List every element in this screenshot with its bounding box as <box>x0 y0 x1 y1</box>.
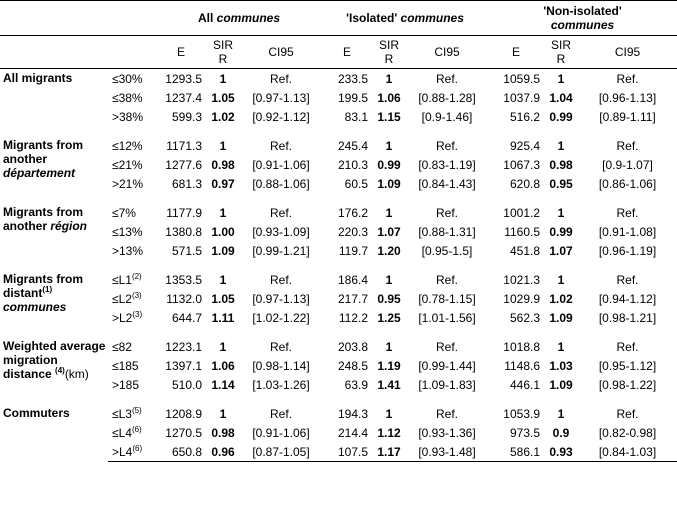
sir-value: 0.98 <box>549 157 573 172</box>
sir-value: 0.95 <box>549 176 573 191</box>
ci95-value: [0.84-1.03] <box>578 442 677 462</box>
e-value: 1177.9 <box>166 205 202 220</box>
label-footnote: (4) <box>55 366 65 375</box>
ci95-value: [0.98-1.14] <box>252 358 310 373</box>
sir-value: 0.9 <box>552 425 570 440</box>
threshold <box>108 69 156 89</box>
sir-value: 1.14 <box>211 377 235 392</box>
e-value: 1001.2 <box>503 205 540 220</box>
e-value: 1018.8 <box>503 339 540 354</box>
sir-value: 0.96 <box>206 442 240 462</box>
e-value: 644.7 <box>171 310 202 325</box>
ci95-value: Ref. <box>616 406 639 421</box>
header-row-columns <box>0 36 677 69</box>
col-header-sir: SIR R <box>544 36 578 69</box>
header-group-all: All communes <box>156 1 322 36</box>
sir-value: 1 <box>557 272 565 287</box>
ci95-value: [1.02-1.22] <box>252 310 310 325</box>
sir-value: 0.99 <box>549 224 573 239</box>
ci95-value: Ref. <box>269 205 292 220</box>
threshold <box>108 203 156 222</box>
col-header-e: E <box>156 36 206 69</box>
table-row <box>0 404 677 423</box>
row-group-label <box>0 69 108 127</box>
threshold <box>108 174 156 193</box>
e-value: 1397.1 <box>165 358 202 373</box>
sir-value: 1.02 <box>211 109 235 124</box>
col-header-ci95: CI95 <box>578 36 677 69</box>
col-header-sir: SIR R <box>372 36 406 69</box>
ci95-value: [0.89-1.11] <box>599 109 656 124</box>
sir-value: 1 <box>385 272 393 287</box>
sir-value: 1.03 <box>549 358 573 373</box>
e-value: 650.8 <box>156 442 206 462</box>
table-row <box>0 337 677 356</box>
table-row <box>0 270 677 289</box>
sir-value: 0.99 <box>549 109 573 124</box>
ci95-value: Ref. <box>435 339 458 354</box>
sir-value: 1 <box>385 406 393 421</box>
sir-value: 1.04 <box>549 90 573 105</box>
ci95-value: [0.96-1.19] <box>598 243 657 258</box>
threshold-footnote: (6) <box>131 424 142 434</box>
e-value: 1148.6 <box>504 358 540 373</box>
e-value: 1037.9 <box>503 90 540 105</box>
label-part: All migrants <box>3 71 73 85</box>
e-value: 446.1 <box>509 377 540 392</box>
threshold-text: ≤L4 <box>112 425 132 440</box>
ci95-value: [0.83-1.19] <box>418 157 476 172</box>
threshold <box>108 404 156 423</box>
sir-value: 1 <box>557 71 565 86</box>
e-value: 1160.5 <box>504 224 540 239</box>
threshold-footnote: (3) <box>131 290 142 300</box>
threshold <box>108 155 156 174</box>
label-part: (km) <box>64 367 89 381</box>
threshold-text: >38% <box>112 109 144 124</box>
ci95-value: [0.88-1.06] <box>252 176 310 191</box>
label-part: Weighted average migration distance <box>3 339 106 381</box>
threshold-footnote: (5) <box>131 405 142 415</box>
e-value: 1237.4 <box>165 90 202 105</box>
threshold-text: ≤21% <box>112 157 143 172</box>
sir-value: 1.12 <box>377 425 401 440</box>
threshold <box>108 442 156 462</box>
header-group-isolated: 'Isolated' communes <box>322 1 488 36</box>
label-part: communes <box>3 300 67 314</box>
e-value: 1380.8 <box>165 224 202 239</box>
threshold-text: ≤38% <box>112 90 143 105</box>
sir-value: 1 <box>219 406 227 421</box>
sir-value: 0.95 <box>377 291 401 306</box>
e-value: 1053.9 <box>503 406 540 421</box>
threshold <box>108 308 156 327</box>
ci95-value: [0.92-1.12] <box>252 109 310 124</box>
ci95-value: Ref. <box>616 205 639 220</box>
e-value: 1208.9 <box>165 406 202 421</box>
threshold <box>108 289 156 308</box>
sir-value: 1.06 <box>377 90 401 105</box>
threshold-footnote: (3) <box>132 309 143 319</box>
sir-value: 1.25 <box>377 310 401 325</box>
group-spacer <box>0 327 677 337</box>
ci95-value: Ref. <box>435 406 458 421</box>
ci95-value: Ref. <box>616 71 639 86</box>
ci95-value: [0.88-1.28] <box>418 90 476 105</box>
ci95-value: [0.99-1.21] <box>252 243 310 258</box>
ci95-value: [0.9-1.07] <box>602 157 653 172</box>
ci95-value: [0.78-1.15] <box>418 291 476 306</box>
label-part: Commuters <box>3 406 70 420</box>
label-part: région <box>50 219 88 233</box>
sir-value: 1 <box>557 339 565 354</box>
ci95-value: [0.84-1.43] <box>418 176 476 191</box>
sir-value: 1 <box>557 406 565 421</box>
e-value: 1223.1 <box>165 339 202 354</box>
ci95-value: [0.95-1.5] <box>421 243 473 258</box>
col-header-sir: SIR R <box>206 36 240 69</box>
threshold-footnote: (6) <box>132 443 143 453</box>
e-value: 186.4 <box>337 272 368 287</box>
e-value: 1353.5 <box>165 272 202 287</box>
ci95-value: Ref. <box>269 138 292 153</box>
sir-value: 1.17 <box>372 442 406 462</box>
ci95-value: [0.91-1.06] <box>252 425 310 440</box>
e-value: 1277.6 <box>165 157 202 172</box>
ci95-value: [0.9-1.46] <box>421 109 473 124</box>
threshold <box>108 107 156 126</box>
label-part: Migrants from another <box>3 138 84 166</box>
header-group-non-isolated: 'Non-isolated' communes <box>488 1 677 36</box>
e-value: 1067.3 <box>503 157 540 172</box>
threshold <box>108 88 156 107</box>
threshold-text: ≤L3 <box>112 406 132 421</box>
threshold-text: ≤L2 <box>112 291 132 306</box>
group-spacer <box>0 394 677 404</box>
sir-value: 0.98 <box>211 157 235 172</box>
e-value: 562.3 <box>509 310 540 325</box>
e-value: 1293.5 <box>165 71 202 86</box>
label-part: département <box>3 166 76 180</box>
ci95-value: Ref. <box>616 272 639 287</box>
sir-value: 1.11 <box>211 310 235 325</box>
e-value: 1132.0 <box>166 291 202 306</box>
sir-value: 1.05 <box>211 90 235 105</box>
threshold-text: >L2 <box>112 310 133 325</box>
sir-value: 1.02 <box>549 291 573 306</box>
threshold <box>108 136 156 155</box>
e-value: 217.7 <box>337 291 368 306</box>
sir-value: 1 <box>385 71 393 86</box>
threshold-text: ≤L1 <box>112 272 132 287</box>
sir-value: 1.19 <box>377 358 401 373</box>
ci95-value: [0.87-1.05] <box>240 442 322 462</box>
label-part: Migrants from distant <box>3 272 84 300</box>
ci95-value: Ref. <box>269 272 292 287</box>
threshold <box>108 270 156 289</box>
ci95-value: [0.98-1.22] <box>598 377 657 392</box>
sir-value: 1 <box>385 138 393 153</box>
sir-value: 1 <box>219 205 227 220</box>
table-row <box>0 136 677 155</box>
sir-value: 0.93 <box>544 442 578 462</box>
threshold-text: ≤13% <box>112 224 143 239</box>
sir-value: 1 <box>219 272 227 287</box>
ci95-value: Ref. <box>616 339 639 354</box>
threshold-text: ≤30% <box>112 71 143 86</box>
e-value: 510.0 <box>171 377 202 392</box>
e-value: 925.4 <box>509 138 540 153</box>
threshold <box>108 241 156 260</box>
threshold-text: >L4 <box>112 444 133 459</box>
threshold-text: ≤7% <box>112 205 136 220</box>
e-value: 63.9 <box>344 377 368 392</box>
threshold-text: ≤82 <box>112 339 132 354</box>
ci95-value: [0.93-1.48] <box>406 442 488 462</box>
ci95-value: [0.96-1.13] <box>598 90 657 105</box>
ci95-value: [0.97-1.13] <box>252 90 310 105</box>
threshold-text: >13% <box>112 243 144 258</box>
sir-value: 0.98 <box>211 425 235 440</box>
sir-value: 1.09 <box>549 310 573 325</box>
group-spacer <box>0 260 677 270</box>
ci95-value: Ref. <box>616 138 639 153</box>
e-value: 112.2 <box>338 310 368 325</box>
ci95-value: [0.86-1.06] <box>598 176 657 191</box>
sir-value: 1 <box>557 205 565 220</box>
sir-value: 1.41 <box>377 377 401 392</box>
ci95-value: Ref. <box>435 272 458 287</box>
group-spacer <box>0 126 677 136</box>
ci95-value: [0.88-1.31] <box>418 224 476 239</box>
sir-value: 1.09 <box>377 176 401 191</box>
threshold-text: ≤185 <box>112 358 139 373</box>
e-value: 571.5 <box>171 243 202 258</box>
e-value: 681.3 <box>171 176 202 191</box>
col-header-ci95: CI95 <box>406 36 488 69</box>
table-row <box>0 69 677 89</box>
e-value: 1021.3 <box>503 272 540 287</box>
e-value: 1171.3 <box>166 138 202 153</box>
ci95-value: [1.09-1.83] <box>418 377 476 392</box>
ci95-value: Ref. <box>269 406 292 421</box>
e-value: 214.4 <box>337 425 368 440</box>
e-value: 1270.5 <box>165 425 202 440</box>
ci95-value: Ref. <box>435 71 458 86</box>
e-value: 620.8 <box>509 176 540 191</box>
e-value: 210.3 <box>337 157 368 172</box>
threshold-text: >21% <box>112 176 144 191</box>
table-row <box>0 203 677 222</box>
ci95-value: [0.93-1.09] <box>252 224 310 239</box>
ci95-value: [0.91-1.06] <box>252 157 310 172</box>
e-value: 60.5 <box>344 176 368 191</box>
e-value: 176.2 <box>337 205 368 220</box>
table-body <box>0 1 677 462</box>
ci95-value: Ref. <box>435 205 458 220</box>
sir-value: 1 <box>385 205 393 220</box>
row-group-label <box>0 337 108 394</box>
e-value: 1059.5 <box>503 71 540 86</box>
col-header-ci95: CI95 <box>240 36 322 69</box>
sir-value: 0.97 <box>211 176 235 191</box>
e-value: 107.5 <box>322 442 372 462</box>
ci95-value: [0.82-0.98] <box>598 425 657 440</box>
ci95-value: [0.99-1.44] <box>418 358 476 373</box>
group-spacer <box>0 193 677 203</box>
label-footnote: (1) <box>42 285 53 294</box>
threshold-footnote: (2) <box>131 271 142 281</box>
ci95-value: [0.98-1.21] <box>598 310 657 325</box>
e-value: 199.5 <box>337 90 368 105</box>
ci95-value: [0.95-1.12] <box>598 358 657 373</box>
sir-value: 1.15 <box>377 109 401 124</box>
e-value: 516.2 <box>509 109 540 124</box>
e-value: 233.5 <box>337 71 368 86</box>
e-value: 83.1 <box>344 109 368 124</box>
sir-value: 1.05 <box>211 291 235 306</box>
sir-value: 0.99 <box>377 157 401 172</box>
sir-value: 1.00 <box>211 224 235 239</box>
ci95-value: Ref. <box>269 71 292 86</box>
ci95-value: [0.93-1.36] <box>418 425 476 440</box>
e-value: 203.8 <box>337 339 368 354</box>
threshold-text: >185 <box>112 377 140 392</box>
sir-value: 1.09 <box>549 377 573 392</box>
threshold-text: ≤12% <box>112 138 143 153</box>
e-value: 586.1 <box>488 442 544 462</box>
sir-value: 1 <box>557 138 565 153</box>
sir-value: 1 <box>385 339 393 354</box>
row-group-label <box>0 203 108 260</box>
sir-value: 1.09 <box>211 243 235 258</box>
sir-value: 1 <box>219 339 227 354</box>
e-value: 194.3 <box>337 406 368 421</box>
sir-value: 1.06 <box>211 358 235 373</box>
e-value: 245.4 <box>337 138 368 153</box>
ci95-value: Ref. <box>435 138 458 153</box>
threshold <box>108 375 156 394</box>
ci95-value: Ref. <box>269 339 292 354</box>
threshold <box>108 337 156 356</box>
sir-value: 1 <box>219 138 227 153</box>
e-value: 451.8 <box>509 243 540 258</box>
e-value: 599.3 <box>171 109 202 124</box>
ci95-value: [0.94-1.12] <box>598 291 657 306</box>
e-value: 248.5 <box>337 358 368 373</box>
e-value: 220.3 <box>337 224 368 239</box>
col-header-e: E <box>488 36 544 69</box>
label-part: Migrants from another <box>3 205 84 233</box>
e-value: 973.5 <box>509 425 540 440</box>
row-group-label <box>0 404 108 462</box>
row-group-label <box>0 270 108 327</box>
row-group-label <box>0 136 108 193</box>
sir-value: 1.20 <box>377 243 401 258</box>
e-value: 119.7 <box>338 243 368 258</box>
ci95-value: [0.97-1.13] <box>252 291 310 306</box>
threshold <box>108 356 156 375</box>
sir-value: 1 <box>219 71 227 86</box>
ci95-value: [1.01-1.56] <box>418 310 476 325</box>
e-value: 1029.9 <box>503 291 540 306</box>
ci95-value: [0.91-1.08] <box>598 224 657 239</box>
header-row-groups <box>0 1 677 36</box>
sir-value: 1.07 <box>377 224 401 239</box>
threshold <box>108 423 156 442</box>
col-header-e: E <box>322 36 372 69</box>
threshold <box>108 222 156 241</box>
ci95-value: [1.03-1.26] <box>252 377 310 392</box>
sir-value: 1.07 <box>549 243 573 258</box>
